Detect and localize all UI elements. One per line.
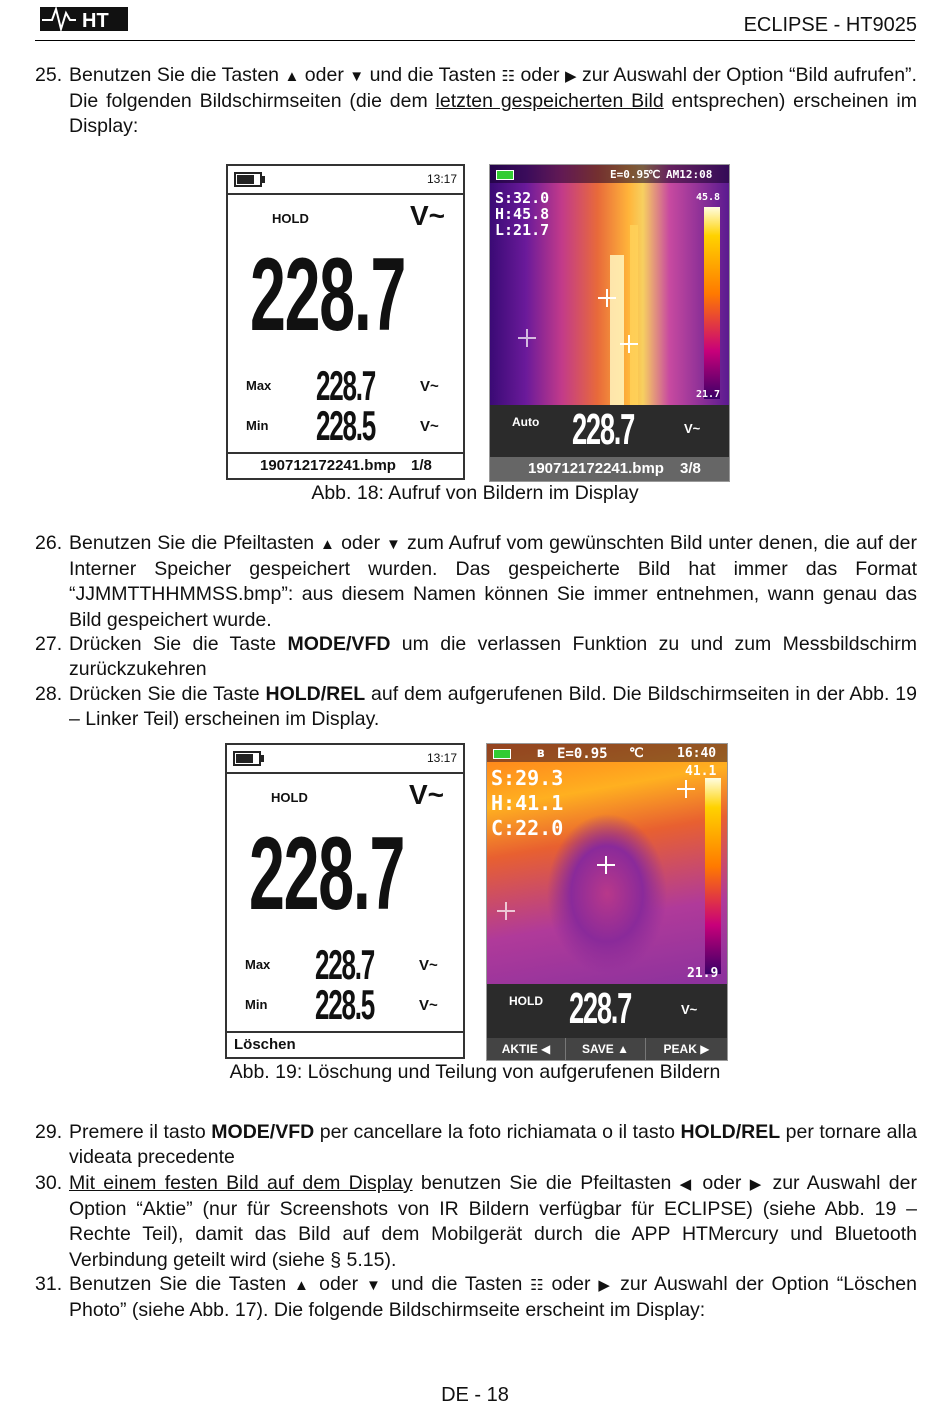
text-run: Mit einem festen Bild auf dem Display xyxy=(69,1172,413,1194)
scale-max: 41.1 xyxy=(685,764,717,779)
delete-label: Löschen xyxy=(234,1036,296,1053)
stat-s: S:32.0 xyxy=(495,189,550,207)
text-run: Drücken Sie die Taste xyxy=(69,633,288,655)
cold-spot-crosshair-icon xyxy=(518,329,536,347)
center-crosshair-icon xyxy=(597,856,615,874)
hold-label: HOLD xyxy=(272,211,309,226)
hold-label: HOLD xyxy=(271,790,308,805)
step-number: 27. xyxy=(35,633,63,655)
max-unit: V~ xyxy=(419,957,438,974)
key-name: MODE/VFD xyxy=(287,633,391,655)
hot-spot-crosshair-icon xyxy=(620,335,638,353)
text-run: Benutzen Sie die Tasten xyxy=(69,64,285,86)
arrow-key-icon: ▲ xyxy=(319,536,336,553)
figure-19-caption: Abb. 19: Löschung und Teilung von aufgerufenen Bildern xyxy=(229,1061,721,1083)
max-label: Max xyxy=(246,378,272,393)
max-label: Max xyxy=(245,957,271,972)
battery-icon xyxy=(493,749,511,759)
arrow-key-icon: ▶ xyxy=(749,1176,765,1193)
text-run: zur Auswahl der Option “Aktie” (nur für Screenshots von IR Bildern verfügbar für ECLIPSE) (siehe Abb. 19 – Rechte Teil), damit das Bild auf dem Mobilgerät durch die APP HTMercury und Bluetooth Verbindung geteilt wird (siehe § 5.15). xyxy=(69,1172,917,1271)
text-run: Premere il tasto xyxy=(69,1121,212,1143)
min-value: 228.5 xyxy=(315,981,374,1028)
save-softkey: SAVE ▲ xyxy=(565,1038,645,1060)
arrow-key-icon: ☷ xyxy=(530,1277,544,1294)
arrow-key-icon: ▲ xyxy=(294,1277,312,1294)
figure-18-caption: Abb. 18: Aufruf von Bildern im Display xyxy=(311,482,639,504)
arrow-key-icon: ◀ xyxy=(679,1176,695,1193)
text-run: Benutzen Sie die Tasten xyxy=(69,1273,295,1295)
aktie-softkey: AKTIE ◀ xyxy=(487,1038,565,1060)
file-bar xyxy=(228,452,463,478)
temp-unit: ℃ xyxy=(629,746,644,761)
step-number: 25. xyxy=(35,64,63,86)
temp-unit: ℃ xyxy=(648,168,661,181)
step-text xyxy=(69,1272,917,1323)
text-run: um die verlassen Funktion zu und zum Messbildschirm zurückzukehren xyxy=(69,633,917,681)
scale-min: 21.7 xyxy=(696,389,721,400)
arrow-key-icon: ☷ xyxy=(501,68,516,85)
text-run: Drücken Sie die Taste xyxy=(69,683,266,705)
logo-text: HT xyxy=(82,10,109,32)
text-run: letzten gespeicherten Bild xyxy=(435,90,664,113)
key-name: HOLD/REL xyxy=(680,1121,781,1143)
peak-softkey: PEAK ▶ xyxy=(645,1038,727,1060)
text-run: oder xyxy=(335,532,386,554)
text-run: zur Auswahl der Option “Bild aufrufen”. Die folgenden Bildschirmseiten (die dem xyxy=(69,64,917,113)
text-run: zur Auswahl der Option “Löschen Photo” (siehe Abb. 17). Die folgende Bildschirmseite erscheint im Display: xyxy=(69,1273,917,1322)
temperature-scale xyxy=(705,778,721,974)
document-model: ECLIPSE - HT9025 xyxy=(743,14,917,36)
step-text xyxy=(69,682,917,732)
max-value: 228.7 xyxy=(316,362,375,409)
text-run: Benutzen Sie die Pfeiltasten xyxy=(69,532,320,554)
unit-label: V~ xyxy=(409,779,445,810)
file-index: 1/8 xyxy=(411,457,432,474)
text-run: per tornare alla videata precedente xyxy=(69,1121,918,1169)
text-run: und die Tasten xyxy=(364,64,502,86)
min-label: Min xyxy=(246,418,269,433)
step-28 xyxy=(35,682,917,732)
step-25 xyxy=(35,63,917,140)
reading-bar xyxy=(490,405,729,457)
meter-screen-fig18 xyxy=(226,164,465,480)
header-divider xyxy=(35,40,915,41)
emissivity: E=0.95 xyxy=(557,746,608,762)
mode-label: Auto xyxy=(512,415,540,429)
step-number: 29. xyxy=(35,1121,63,1143)
emissivity: E=0.95 xyxy=(610,168,650,181)
scale-min: 21.9 xyxy=(687,966,719,981)
min-label: Min xyxy=(245,997,268,1012)
max-value: 228.7 xyxy=(315,941,374,988)
battery-icon xyxy=(496,170,514,180)
min-unit: V~ xyxy=(419,997,438,1014)
key-name: HOLD/REL xyxy=(265,683,366,705)
arrow-key-icon: ▼ xyxy=(385,536,402,553)
meter-screen-fig19 xyxy=(225,743,465,1059)
min-value: 228.5 xyxy=(316,402,375,449)
temperature-scale xyxy=(704,207,720,399)
arrow-key-icon: ▲ xyxy=(284,68,300,85)
bluetooth-icon: ʙ xyxy=(537,746,545,761)
step-number: 28. xyxy=(35,683,63,705)
max-unit: V~ xyxy=(420,378,439,395)
file-name: 190712172241.bmp xyxy=(260,457,396,474)
text-run: oder xyxy=(694,1172,750,1194)
clock: AM12:08 xyxy=(666,168,713,181)
step-text xyxy=(69,531,917,633)
min-unit: V~ xyxy=(420,418,439,435)
screen-time: 13:17 xyxy=(426,751,457,765)
screen-time: 13:17 xyxy=(426,172,457,186)
file-index: 3/8 xyxy=(680,460,701,477)
main-reading: 228.7 xyxy=(249,816,405,932)
stat-c: C:22.0 xyxy=(491,816,564,840)
text-run: oder xyxy=(543,1273,599,1295)
step-number: 26. xyxy=(35,532,63,554)
delete-bar xyxy=(227,1031,463,1057)
step-text xyxy=(69,1171,917,1273)
reading-unit: V~ xyxy=(681,1002,698,1017)
step-number: 31. xyxy=(35,1273,63,1295)
text-run: benutzen Sie die Pfeiltasten xyxy=(412,1172,680,1194)
ht-logo xyxy=(40,3,128,33)
battery-icon xyxy=(233,751,261,766)
battery-icon xyxy=(234,172,262,187)
reading-value: 228.7 xyxy=(569,984,632,1033)
step-text xyxy=(69,1120,917,1170)
text-run: oder xyxy=(515,64,565,86)
scale-max: 45.8 xyxy=(696,192,721,203)
stat-s: S:29.3 xyxy=(491,766,564,790)
key-name: MODE/VFD xyxy=(211,1121,315,1143)
text-run: zum Aufruf vom gewünschten Bild unter denen, die auf der Interner Speicher gespeichert wurden. Das gespeicherte Bild hat immer das Format “JJMMTTHHMMSS.bmp”: aus diesem Namen können Sie immer entnehmen, wann genau das Bild gespeichert wurde. xyxy=(69,532,917,631)
arrow-key-icon: ▼ xyxy=(365,1277,384,1294)
step-31 xyxy=(35,1272,917,1323)
text-run: per cancellare la foto richiamata o il tasto xyxy=(314,1121,681,1143)
main-reading: 228.7 xyxy=(250,237,406,353)
step-27 xyxy=(35,632,917,682)
thermal-screen-fig19 xyxy=(486,743,728,1061)
mode-label: HOLD xyxy=(509,994,543,1008)
text-run: entsprechen) erscheinen im Display: xyxy=(69,90,917,138)
text-run: oder xyxy=(311,1273,366,1295)
step-text xyxy=(69,632,917,682)
cold-spot-crosshair-icon xyxy=(497,902,515,920)
arrow-key-icon: ▶ xyxy=(598,1277,613,1294)
step-29 xyxy=(35,1120,917,1170)
arrow-key-icon: ▶ xyxy=(564,68,577,85)
step-26 xyxy=(35,531,917,633)
center-crosshair-icon xyxy=(598,289,616,307)
reading-bar xyxy=(487,984,727,1038)
reading-unit: V~ xyxy=(684,421,701,436)
step-30 xyxy=(35,1171,917,1273)
arrow-key-icon: ▼ xyxy=(349,68,365,85)
file-name: 190712172241.bmp xyxy=(528,460,664,477)
stat-h: H:41.1 xyxy=(491,791,564,815)
stat-h: H:45.8 xyxy=(495,205,550,223)
text-run: oder xyxy=(299,64,350,86)
step-text xyxy=(69,63,917,140)
reading-value: 228.7 xyxy=(572,405,635,454)
step-number: 30. xyxy=(35,1172,63,1194)
unit-label: V~ xyxy=(410,200,446,231)
hot-spot-crosshair-icon xyxy=(677,780,695,798)
page-number: DE - 18 xyxy=(441,1384,509,1406)
text-run: auf dem aufgerufenen Bild. Die Bildschirmseiten in der Abb. 19 – Linker Teil) erscheinen im Display. xyxy=(69,683,917,731)
text-run: und die Tasten xyxy=(383,1273,531,1295)
thermal-screen-fig18 xyxy=(489,164,730,482)
stat-l: L:21.7 xyxy=(495,221,550,239)
file-bar xyxy=(490,457,729,481)
clock: 16:40 xyxy=(677,746,717,761)
